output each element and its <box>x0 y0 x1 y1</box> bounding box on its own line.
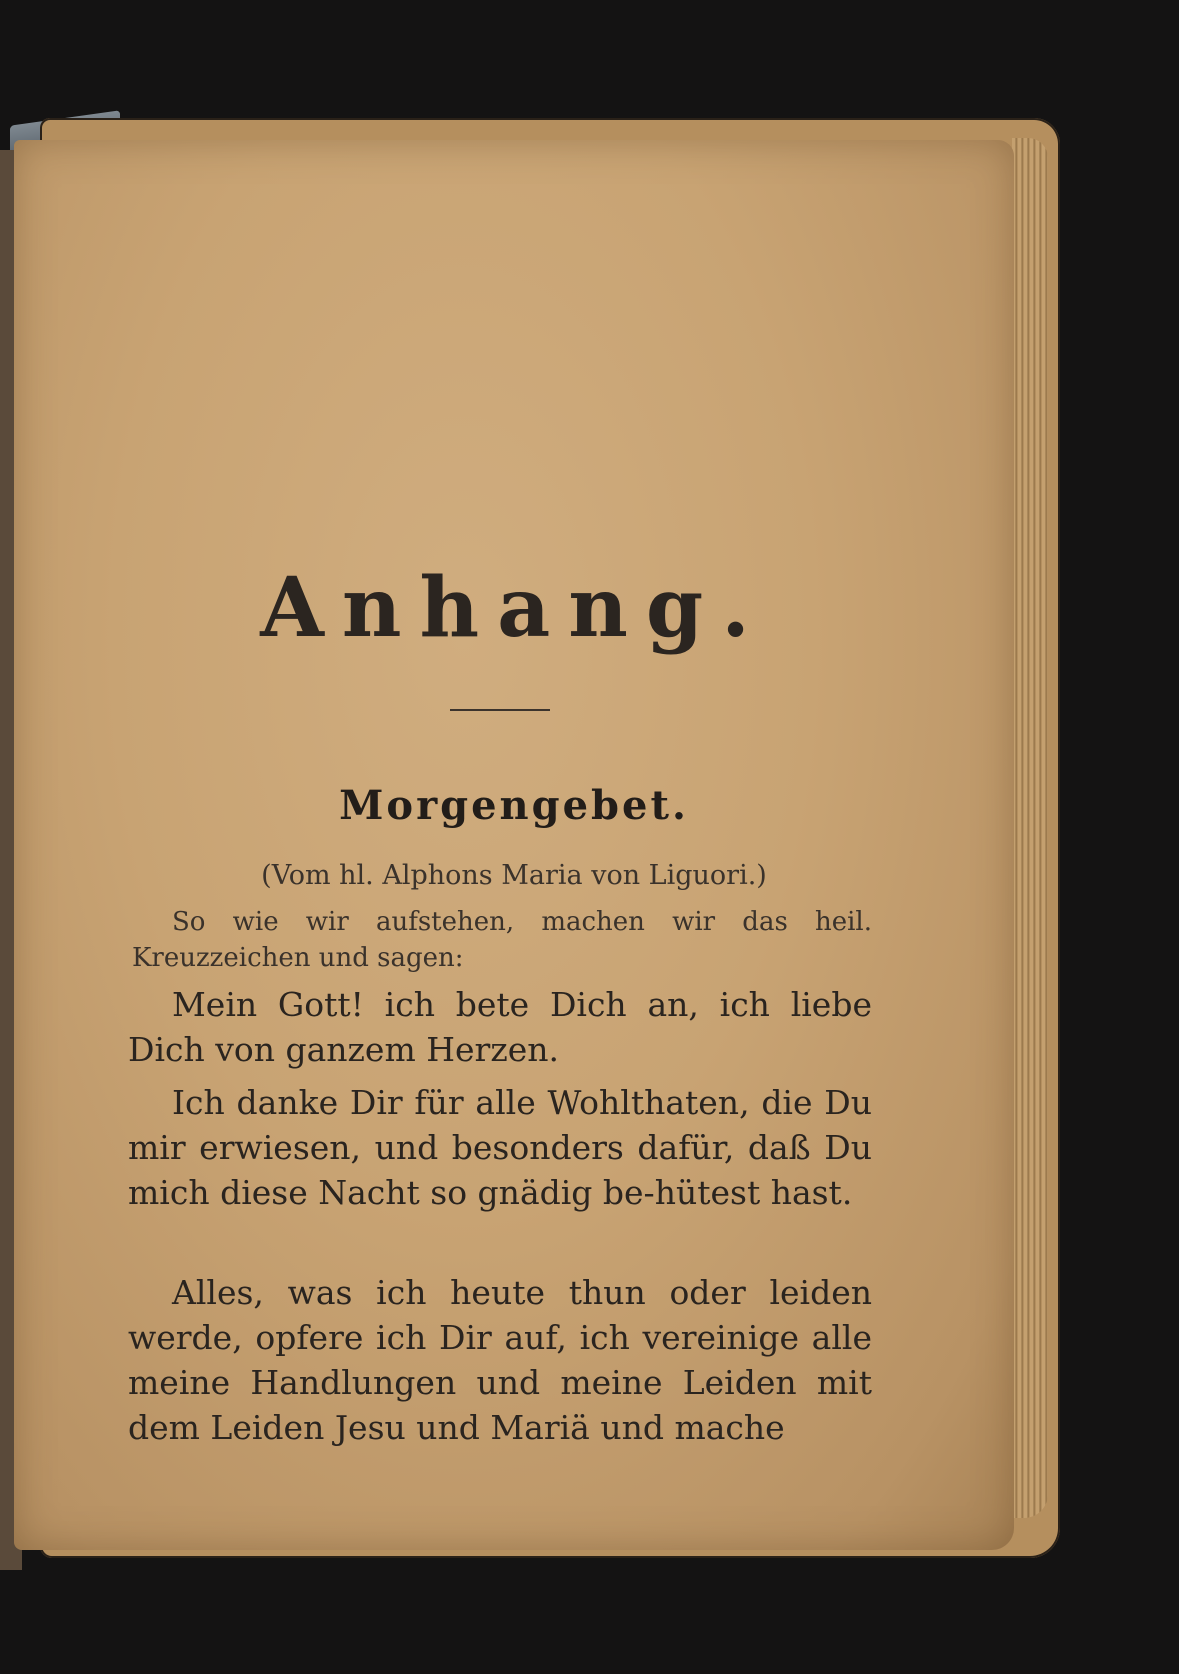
section-heading: Morgengebet. <box>339 782 689 829</box>
title-divider <box>450 709 550 711</box>
prayer-paragraph-3: Alles, was ich heute thun oder leiden werde, opfere ich Dir auf, ich vereinige alle meine Handlungen und meine Leiden mit dem Leiden Jesu und Mariä und mache <box>128 1273 872 1447</box>
book-page <box>14 140 1014 1550</box>
prayer-paragraph-2: Ich danke Dir für alle Wohlthaten, die Du mir erwiesen, und besonders dafür, daß Du mich diese Nacht so gnädig be-hütest hast. <box>128 1083 872 1212</box>
prayer-paragraph-1: Mein Gott! ich bete Dich an, ich liebe Dich von ganzem Herzen. <box>128 985 872 1069</box>
attribution: (Vom hl. Alphons Maria von Liguori.) <box>261 860 767 891</box>
rubric-instruction: So wie wir aufstehen, machen wir das heil. Kreuzzeichen und sagen: <box>132 907 872 973</box>
page-title: Anhang. <box>260 560 768 656</box>
